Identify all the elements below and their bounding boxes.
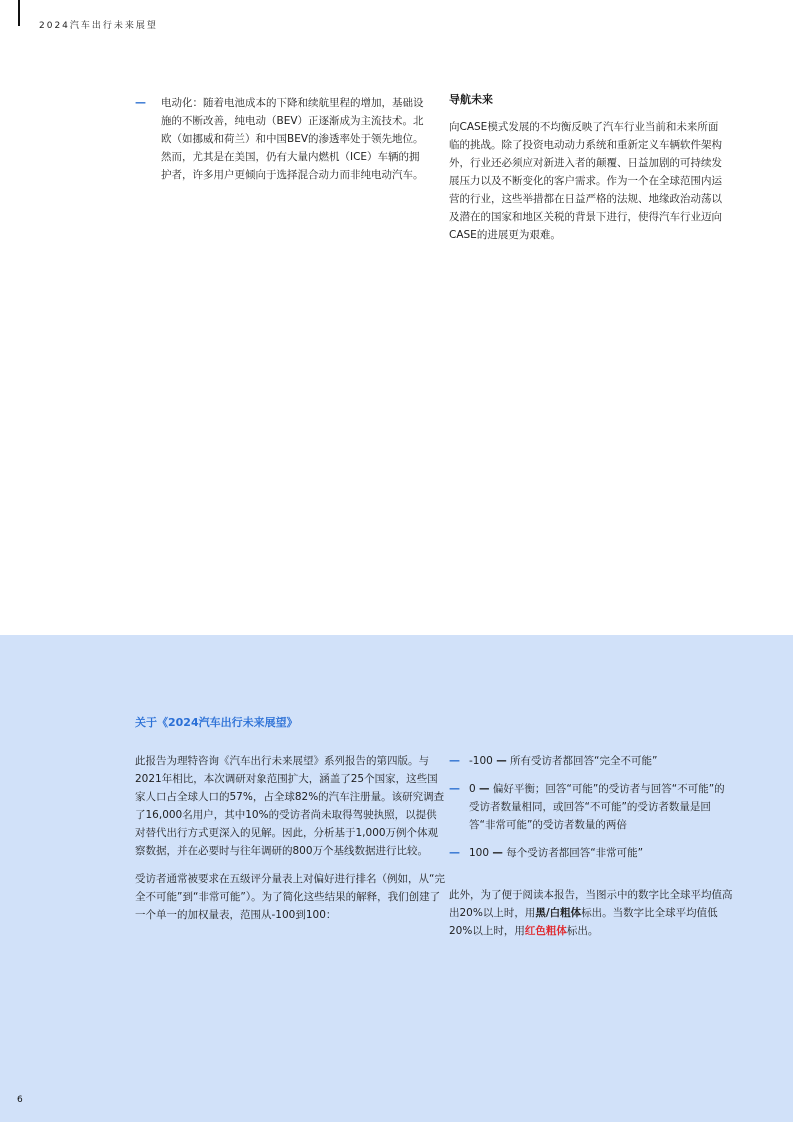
separator-dash: —	[496, 755, 507, 767]
note-text: 标出。当数字比全球平均值低20%以上时，用	[449, 907, 718, 937]
bold-style-label: 黑/白粗体	[535, 907, 582, 919]
navigation-text: 向CASE模式发展的不均衡反映了汽车行业当前和未来所面临的挑战。除了投资电动动力系统和重新定义车辆软件架构外，行业还必须应对新进入者的颠覆、日益加剧的可持续发展压力以及不断变化的客户需求。作为一个在全球范围内运营的行业，这些举措都在日益严格的法规、地缘政治动荡以及潜在的国家和地区关税的背景下进行，使得汽车行业迈向CASE的进展更为艰难。	[449, 121, 722, 241]
bullet-dash: —	[449, 782, 460, 795]
scale-description: 每个受访者都回答“非常可能”	[506, 847, 644, 859]
separator-dash: —	[479, 783, 490, 795]
about-paragraph-2: 受访者通常被要求在五级评分量表上对偏好进行排名（例如，从“完全不可能”到“非常可能”）。为了简化这些结果的解释，我们创建了一个单一的加权量表，范围从-100到100：	[135, 873, 445, 921]
scale-value: 0	[469, 783, 476, 795]
about-heading: 关于《2024汽车出行未来展望》	[135, 716, 298, 729]
scale-value: -100	[469, 755, 493, 767]
bullet-dash: —	[449, 846, 460, 859]
running-header: 2024汽车出行未来展望	[39, 21, 158, 31]
bullet-dash: —	[449, 754, 460, 767]
about-paragraph-1: 此报告为理特咨询《汽车出行未来展望》系列报告的第四版。与2021年相比，本次调研对象范围扩大，涵盖了25个国家，这些国家人口占全球人口的57%，占全球82%的汽车注册量。该研究调查了16,000名用户，其中10%的受访者尚未取得驾驶执照，以提供对替代出行方式更深入的见解。因此，分析基于1,000万例个体观察数据，并在必要时与往年调研的800万个基线数据进行比较。	[135, 755, 445, 857]
navigation-section	[449, 93, 727, 244]
list-item	[449, 844, 734, 862]
highlight-note	[449, 886, 735, 940]
navigation-heading: 导航未来	[449, 93, 493, 106]
note-text: 标出。	[566, 925, 599, 937]
red-bold-style-label: 红色粗体	[524, 925, 567, 937]
list-item	[449, 780, 734, 834]
bullet-dash: —	[135, 96, 146, 109]
scale-description: 偏好平衡；回答“可能”的受访者与回答“不可能”的受访者数量相同，或回答“不可能”的受访者数量是回答“非常可能”的受访者数量的两倍	[469, 783, 725, 831]
scale-list	[449, 752, 734, 872]
scale-value: 100	[469, 847, 490, 859]
header-rule	[18, 0, 20, 26]
page-number: 6	[17, 1095, 23, 1105]
scale-description: 所有受访者都回答“完全不可能”	[510, 755, 658, 767]
note-text: 此外，为了便于阅读本报告，当图示中的数字比全球平均值高出20%以上时，用	[449, 889, 733, 919]
separator-dash: —	[492, 847, 503, 859]
about-left-column	[135, 752, 445, 924]
list-item	[449, 752, 734, 770]
electrification-text: 电动化：随着电池成本的下降和续航里程的增加，基础设施的不断改善，纯电动（BEV）正逐渐成为主流技术。北欧（如挪威和荷兰）和中国BEV的渗透率处于领先地位。然而，尤其是在美国，仍有大量内燃机（ICE）车辆的拥护者，许多用户更倾向于选择混合动力而非纯电动汽车。	[161, 97, 424, 181]
electrification-bullet	[135, 94, 430, 184]
